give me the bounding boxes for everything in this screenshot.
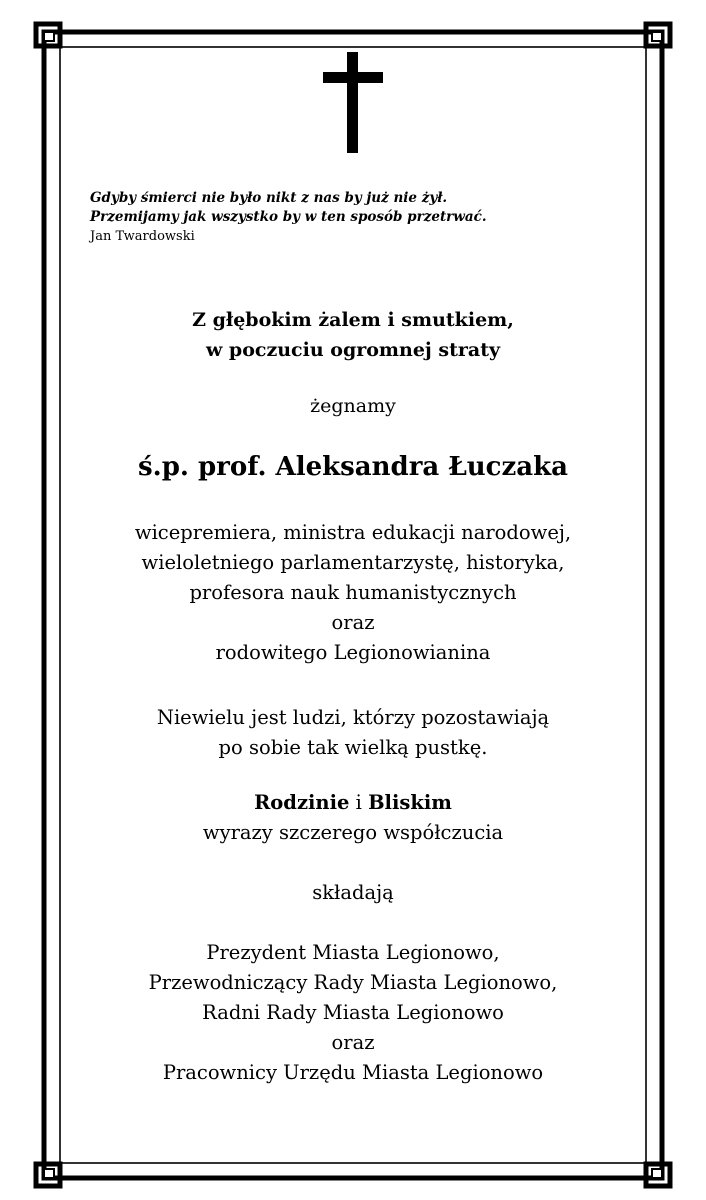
signatory-line: Prezydent Miasta Legionowo, [206, 941, 500, 964]
heading-line: Z głębokim żalem i smutkiem, [192, 309, 514, 331]
condolence-line [0, 788, 706, 818]
condolence-block [0, 788, 706, 848]
quote-line: Gdyby śmierci nie było nikt z nas by już nie żył. [90, 190, 448, 206]
and-word: i [349, 791, 369, 814]
message-block [0, 703, 706, 763]
submit-text: składają [312, 881, 394, 904]
signatory-line: Radni Rady Miasta Legionowo [202, 1001, 504, 1024]
cross-icon [323, 52, 383, 153]
corner-ornament-br [646, 1164, 670, 1186]
signatory-line: Przewodniczący Rady Miasta Legionowo, [148, 971, 558, 994]
signatories-block [0, 938, 706, 1088]
title-line: oraz [331, 611, 375, 634]
title-line: profesora nauk humanistycznych [189, 581, 517, 604]
family-word: Rodzinie [254, 791, 350, 814]
close-word: Bliskim [368, 791, 452, 814]
corner-ornament-bl [36, 1164, 60, 1186]
heading [0, 305, 706, 365]
corner-ornament-tr [646, 24, 670, 46]
quote-author: Jan Twardowski [90, 229, 195, 244]
message-line: Niewielu jest ludzi, którzy pozostawiają [156, 706, 550, 729]
heading-line: w poczuciu ogromnej straty [205, 339, 501, 361]
signatory-line: oraz [331, 1031, 375, 1054]
deceased-name: ś.p. prof. Aleksandra Łuczaka [138, 452, 568, 482]
title-line: wieloletniego parlamentarzystę, historyka, [141, 551, 565, 574]
title-line: wicepremiera, ministra edukacji narodowej, [134, 521, 572, 544]
quote-line: Przemijamy jak wszystko by w ten sposób przetrwać. [90, 209, 487, 225]
corner-ornament-tl [36, 24, 60, 46]
title-line: rodowitego Legionowianina [215, 641, 491, 664]
quote-block [90, 189, 487, 246]
signatory-line: Pracownicy Urzędu Miasta Legionowo [162, 1061, 544, 1084]
condolence-line: wyrazy szczerego współczucia [202, 821, 504, 844]
message-line: po sobie tak wielką pustkę. [218, 736, 488, 759]
farewell-text: żegnamy [310, 395, 396, 417]
titles-block [0, 518, 706, 668]
